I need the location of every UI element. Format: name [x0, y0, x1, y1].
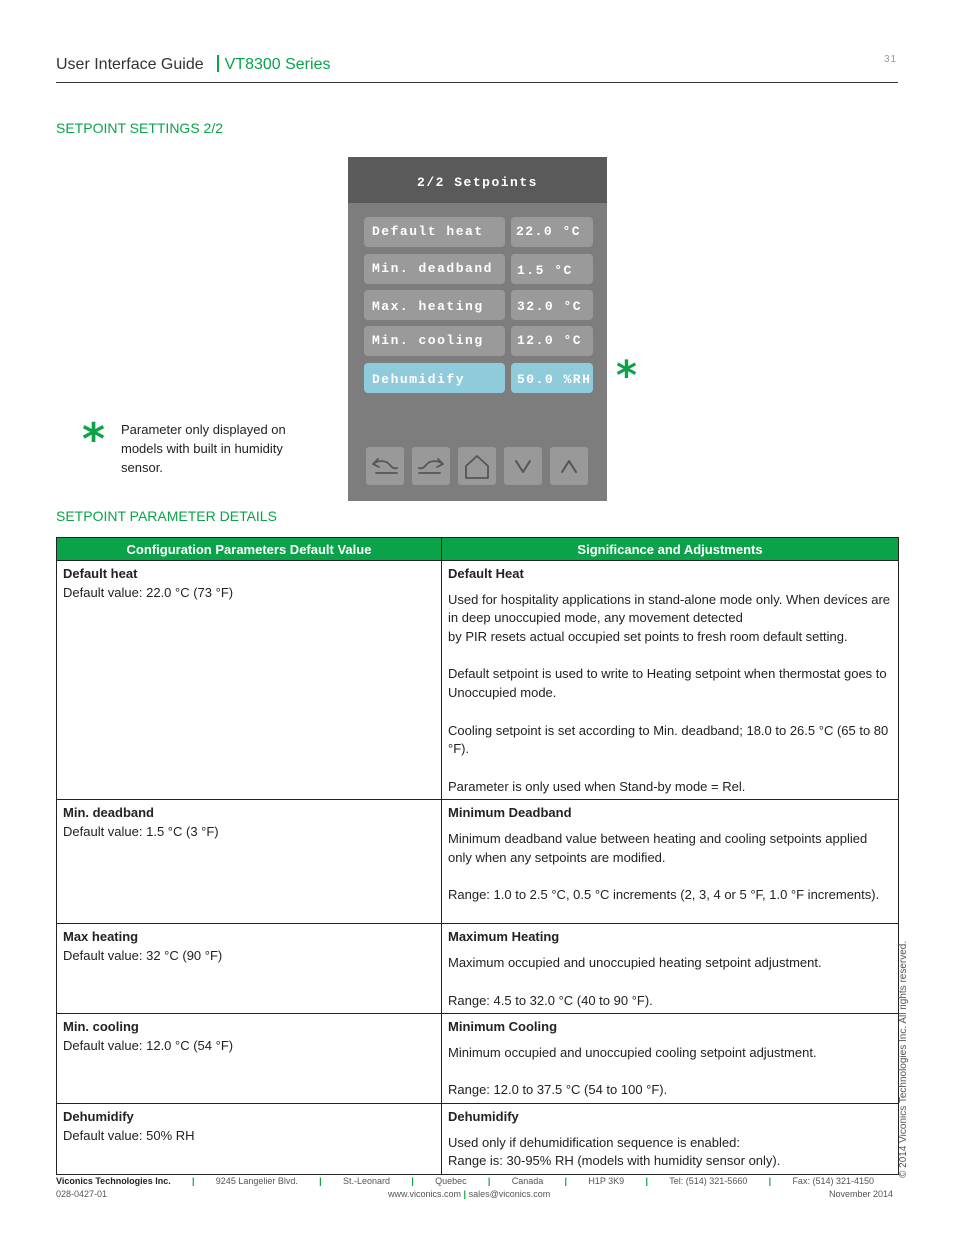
column-header-parameter: Configuration Parameters Default Value — [57, 538, 442, 561]
table-header-row — [57, 538, 899, 561]
copyright-notice: © 2014 Viconics Technologies Inc. All rights reserved. — [898, 940, 909, 1178]
chevron-up-icon — [550, 447, 588, 485]
setting-label-dehumidify: Dehumidify — [364, 363, 505, 393]
parameter-cell — [57, 924, 442, 1014]
footer-doc-number: 028-0427-01 — [56, 1189, 108, 1199]
parameters-table — [56, 537, 899, 1175]
footer-postal: H1P 3K9 — [588, 1176, 625, 1186]
significance-title: Minimum Cooling — [448, 1019, 558, 1035]
humidity-asterisk-icon: * — [616, 353, 637, 399]
significance-cell — [442, 800, 899, 924]
page-number: 31 — [884, 54, 898, 65]
footer-separator: | — [191, 1176, 195, 1186]
section-title-setpoint-settings: SETPOINT SETTINGS 2/2 — [56, 120, 224, 136]
table-row — [57, 561, 899, 800]
parameter-name: Max heating — [63, 929, 139, 945]
significance-text: Minimum deadband value between heating and cooling setpoints applied only when any setpoints are modified. — [448, 830, 868, 865]
setting-label-default-heat: Default heat — [364, 217, 505, 247]
parameter-name: Min. deadband — [63, 805, 154, 821]
footer-separator: | — [463, 1189, 467, 1199]
thermostat-screen — [348, 157, 607, 501]
parameter-default: Default value: 12.0 °C (54 °F) — [63, 1037, 234, 1053]
header-rule — [56, 82, 898, 83]
parameter-default: Default value: 1.5 °C (3 °F) — [63, 823, 219, 839]
parameter-cell — [57, 1014, 442, 1104]
significance-text: Range: 1.0 to 2.5 °C, 0.5 °C increments (2, 3, 4 or 5 °F, 1.0 °F increments). — [448, 887, 880, 903]
footer-province: Quebec — [435, 1176, 467, 1186]
guide-title: User Interface Guide — [56, 56, 204, 73]
setting-value-min-deadband: 1.5 °C — [511, 254, 593, 284]
footer-fax: Fax: (514) 321-4150 — [792, 1176, 874, 1186]
section-title-parameter-details: SETPOINT PARAMETER DETAILS — [56, 508, 277, 524]
significance-cell — [442, 561, 899, 800]
significance-title: Dehumidify — [448, 1108, 519, 1124]
footer-contact-line — [56, 1176, 874, 1186]
table-row — [57, 1103, 899, 1174]
setting-value-min-cooling: 12.0 °C — [511, 326, 593, 356]
significance-text: Parameter is only used when Stand-by mode = Rel. — [448, 778, 746, 794]
significance-title: Minimum Deadband — [448, 805, 572, 821]
significance-cell — [442, 1014, 899, 1104]
screen-title: 2/2 Setpoints — [348, 157, 607, 203]
setting-value-max-heating: 32.0 °C — [511, 290, 593, 320]
significance-text: Used for hospitality applications in stand-alone mode only. When devices are in deep unoccupied mode, any movement detected by PIR resets actual occupied set points to fresh room default setting. — [448, 591, 890, 644]
footer-email-link[interactable]: sales@viconics.com — [468, 1189, 551, 1199]
significance-text: Maximum occupied and unoccupied heating setpoint adjustment. — [448, 954, 822, 970]
footer-separator: | — [645, 1176, 648, 1186]
significance-text: Minimum occupied and unoccupied cooling setpoint adjustment. — [448, 1044, 817, 1060]
parameter-cell — [57, 1103, 442, 1174]
parameter-default: Default value: 32 °C (90 °F) — [63, 947, 223, 963]
parameter-name: Dehumidify — [63, 1108, 134, 1124]
parameter-name: Min. cooling — [63, 1019, 139, 1035]
footer-separator: | — [411, 1176, 414, 1186]
setting-label-min-deadband: Min. deadband — [364, 254, 505, 284]
table-row — [57, 800, 899, 924]
table-row — [57, 924, 899, 1014]
setting-value-dehumidify: 50.0 %RH — [511, 363, 593, 393]
significance-text: Range: 4.5 to 32.0 °C (40 to 90 °F). — [448, 992, 653, 1008]
footer-date: November 2014 — [829, 1189, 894, 1199]
footer-address: 9245 Langelier Blvd. — [215, 1176, 298, 1186]
home-icon — [458, 447, 496, 485]
parameter-default: Default value: 22.0 °C (73 °F) — [63, 584, 234, 600]
footer-web-line — [388, 1189, 550, 1199]
setting-value-default-heat: 22.0 °C — [511, 217, 593, 247]
setting-label-max-heating: Max. heating — [364, 290, 505, 320]
page-header — [56, 55, 330, 74]
header-divider — [217, 55, 219, 72]
footer-separator: | — [564, 1176, 568, 1186]
footer-separator: | — [319, 1176, 322, 1186]
column-header-significance: Significance and Adjustments — [442, 538, 899, 561]
parameter-name: Default heat — [63, 566, 138, 581]
setting-label-min-cooling: Min. cooling — [364, 326, 505, 356]
chevron-down-icon — [504, 447, 542, 485]
significance-cell — [442, 924, 899, 1014]
significance-cell — [442, 1103, 899, 1174]
parameter-default: Default value: 50% RH — [63, 1127, 195, 1143]
series-title: VT8300 Series — [224, 56, 331, 73]
significance-title: Maximum Heating — [448, 929, 560, 945]
significance-title: Default Heat — [448, 566, 524, 581]
significance-text: Range: 12.0 to 37.5 °C (54 to 100 °F). — [448, 1082, 668, 1098]
humidity-note: Parameter only displayed on models with built in humidity sensor. — [121, 422, 286, 475]
footer-website-link[interactable]: www.viconics.com — [388, 1189, 462, 1199]
significance-text: Default setpoint is used to write to Heating setpoint when thermostat goes to Unoccupied mode. — [448, 666, 887, 700]
forward-arrow-icon — [412, 447, 450, 485]
footer-separator: | — [487, 1176, 491, 1186]
footer-country: Canada — [511, 1176, 544, 1186]
footer-city: St.-Leonard — [342, 1176, 390, 1186]
back-arrow-icon — [366, 447, 404, 485]
parameter-cell — [57, 561, 442, 800]
parameter-cell — [57, 800, 442, 924]
note-asterisk-icon: * — [82, 414, 106, 465]
footer-separator: | — [768, 1176, 772, 1186]
significance-text: Used only if dehumidification sequence is enabled: Range is: 30-95% RH (models with humidity sensor only). — [448, 1134, 781, 1169]
footer-company: Viconics Technologies Inc. — [56, 1176, 171, 1186]
significance-text: Cooling setpoint is set according to Min. deadband; 18.0 to 26.5 °C (65 to 80 °F). — [448, 722, 889, 757]
table-row — [57, 1014, 899, 1104]
footer-tel: Tel: (514) 321-5660 — [669, 1176, 748, 1186]
